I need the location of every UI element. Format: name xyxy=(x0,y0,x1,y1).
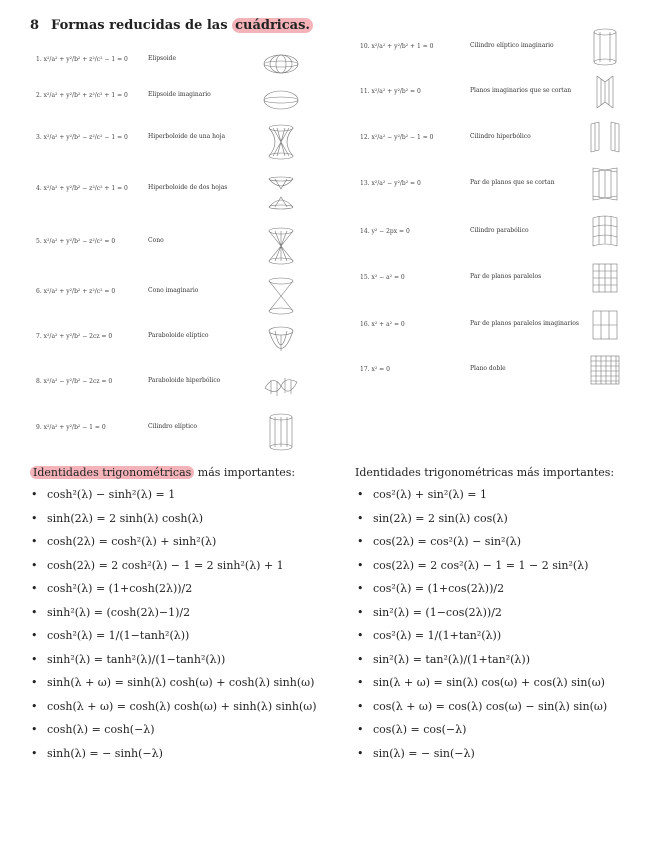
quadric-equation: 12. x²/a² − y²/b² − 1 = 0 xyxy=(360,134,434,141)
quadric-name: Par de planos paralelos xyxy=(470,273,542,280)
identity-item: • cos(λ) = cos(−λ) xyxy=(357,723,607,747)
quadric-item xyxy=(360,220,656,250)
circular-identities-list xyxy=(357,488,607,770)
quadric-name: Hiperboloide de una hoja xyxy=(148,133,226,140)
quadric-equation: 11. x²/a² + y²/b² = 0 xyxy=(360,88,421,95)
quadric-item xyxy=(36,177,336,207)
section-title-highlight: cuádricas. xyxy=(232,18,313,33)
elliptic-cylinder-icon xyxy=(261,412,301,452)
quadric-equation: 2. x²/a² + y²/b² + z²/c² + 1 = 0 xyxy=(36,92,128,99)
identity-item: • sinh(λ) = − sinh(−λ) xyxy=(31,747,317,771)
identity-item: • cos(2λ) = 2 cos²(λ) − 1 = 1 − 2 sin²(λ) xyxy=(357,559,607,583)
section-title xyxy=(30,18,313,33)
parabolic-cylinder-icon xyxy=(585,212,625,252)
quadric-item xyxy=(360,266,656,296)
identity-item: • cos(2λ) = cos²(λ) − sin²(λ) xyxy=(357,535,607,559)
identity-item: • sinh²(λ) = tanh²(λ)/(1−tanh²(λ)) xyxy=(31,653,317,677)
hyperbolic-cylinder-icon xyxy=(585,118,625,158)
hyperboloid-two-sheets-icon xyxy=(261,173,301,213)
identity-item: • cosh(2λ) = 2 cosh²(λ) − 1 = 2 sinh²(λ) + 1 xyxy=(31,559,317,583)
quadric-equation: 14. y² − 2px = 0 xyxy=(360,228,410,235)
quadric-equation: 5. x²/a² + y²/b² − z²/c² = 0 xyxy=(36,238,116,245)
hyperbolic-identities-list xyxy=(31,488,317,770)
hyperboloid-one-sheet-icon xyxy=(261,122,301,162)
identity-item: • cosh(λ + ω) = cosh(λ) cosh(ω) + sinh(λ) sinh(ω) xyxy=(31,700,317,724)
quadric-equation: 16. x² + a² = 0 xyxy=(360,321,405,328)
imaginary-cylinder-icon xyxy=(585,27,625,67)
identity-item: • sinh(λ + ω) = sinh(λ) cosh(ω) + cosh(λ) sinh(ω) xyxy=(31,676,317,700)
quadric-name: Cilindro elíptico imaginario xyxy=(470,42,554,49)
quadric-item xyxy=(36,84,336,114)
identity-item: • cosh(λ) = cosh(−λ) xyxy=(31,723,317,747)
quadric-name: Planos imaginarios que se cortan xyxy=(470,87,572,94)
cone-icon xyxy=(261,226,301,266)
elliptic-paraboloid-icon xyxy=(261,321,301,361)
quadric-name: Cono imaginario xyxy=(148,287,199,294)
quadric-equation: 8. x²/a² − y²/b² − 2cz = 0 xyxy=(36,378,113,385)
quadric-name: Paraboloide elíptico xyxy=(148,332,209,339)
quadric-item xyxy=(36,126,336,156)
quadric-equation: 7. x²/a² + y²/b² − 2cz = 0 xyxy=(36,333,113,340)
quadric-item xyxy=(360,126,656,156)
quadric-name: Elipsoide xyxy=(148,55,177,62)
heading-highlight: Identidades trigonométricas xyxy=(30,466,194,479)
identity-item: • cos²(λ) = 1/(1+tan²(λ)) xyxy=(357,629,607,653)
identity-item: • sin²(λ) = (1−cos(2λ))/2 xyxy=(357,606,607,630)
quadric-equation: 6. x²/a² + y²/b² + z²/c² = 0 xyxy=(36,288,116,295)
identity-item: • sin(λ + ω) = sin(λ) cos(ω) + cos(λ) sin(ω) xyxy=(357,676,607,700)
intersecting-planes-icon xyxy=(585,164,625,204)
identity-item: • cosh²(λ) = 1/(1−tanh²(λ)) xyxy=(31,629,317,653)
quadric-name: Par de planos paralelos imaginarios xyxy=(470,320,579,327)
quadric-item xyxy=(360,358,656,388)
identity-item: • cosh(2λ) = cosh²(λ) + sinh²(λ) xyxy=(31,535,317,559)
quadric-name: Cilindro hiperbólico xyxy=(470,133,531,140)
quadric-item xyxy=(36,230,336,260)
quadric-equation: 4. x²/a² + y²/b² − z²/c² + 1 = 0 xyxy=(36,185,128,192)
identity-item: • cos(λ + ω) = cos(λ) cos(ω) − sin(λ) sin(ω) xyxy=(357,700,607,724)
identity-item: • cos²(λ) + sin²(λ) = 1 xyxy=(357,488,607,512)
ellipsoid-icon xyxy=(261,44,301,84)
imaginary-ellipsoid-icon xyxy=(261,80,301,120)
quadric-name: Cilindro parabólico xyxy=(470,227,529,234)
quadric-equation: 13. x²/a² − y²/b² = 0 xyxy=(360,180,421,187)
imaginary-parallel-planes-icon xyxy=(585,305,625,345)
identity-item: • sin(2λ) = 2 sin(λ) cos(λ) xyxy=(357,512,607,536)
quadric-name: Paraboloide hiperbólico xyxy=(148,377,221,384)
identity-item: • sin(λ) = − sin(−λ) xyxy=(357,747,607,771)
quadric-equation: 9. x²/a² + y²/b² − 1 = 0 xyxy=(36,424,106,431)
quadric-equation: 1. x²/a² + y²/b² + z²/c² − 1 = 0 xyxy=(36,56,128,63)
quadric-item xyxy=(360,313,656,343)
quadric-item xyxy=(36,280,336,310)
identity-item: • cos²(λ) = (1+cos(2λ))/2 xyxy=(357,582,607,606)
circular-identities-heading: Identidades trigonométricas más importantes: xyxy=(355,466,615,479)
quadric-item xyxy=(36,416,336,446)
section-number: 8 xyxy=(30,18,40,33)
quadric-name: Par de planos que se cortan xyxy=(470,179,555,186)
quadric-item xyxy=(36,48,336,78)
identity-item: • sinh²(λ) = (cosh(2λ)−1)/2 xyxy=(31,606,317,630)
quadric-name: Plano doble xyxy=(470,365,506,372)
identity-item: • cosh²(λ) − sinh²(λ) = 1 xyxy=(31,488,317,512)
parallel-planes-icon xyxy=(585,258,625,298)
identity-item: • sin²(λ) = tan²(λ)/(1+tan²(λ)) xyxy=(357,653,607,677)
quadric-equation: 3. x²/a² + y²/b² − z²/c² − 1 = 0 xyxy=(36,134,128,141)
quadric-name: Cilindro elíptico xyxy=(148,423,197,430)
imaginary-cone-icon xyxy=(261,276,301,316)
heading-rest: más importantes: xyxy=(194,466,296,479)
hyperbolic-identities-heading xyxy=(30,466,295,479)
quadric-item xyxy=(360,35,656,65)
quadric-name: Elipsoide imaginario xyxy=(148,91,211,98)
quadric-equation: 17. x² = 0 xyxy=(360,366,390,373)
section-title-text: Formas reducidas de las xyxy=(51,18,233,33)
quadric-equation: 10. x²/a² + y²/b² + 1 = 0 xyxy=(360,43,434,50)
quadric-item xyxy=(36,325,336,355)
quadric-equation: 15. x² − a² = 0 xyxy=(360,274,405,281)
double-plane-icon xyxy=(585,350,625,390)
quadric-name: Hiperboloide de dos hojas xyxy=(148,184,228,191)
identity-item: • cosh²(λ) = (1+cosh(2λ))/2 xyxy=(31,582,317,606)
identity-item: • sinh(2λ) = 2 sinh(λ) cosh(λ) xyxy=(31,512,317,536)
quadric-item xyxy=(360,172,656,202)
quadric-item xyxy=(360,80,656,110)
hyperbolic-paraboloid-icon xyxy=(261,366,301,406)
quadric-item xyxy=(36,370,336,400)
imaginary-planes-icon xyxy=(585,72,625,112)
quadric-name: Cono xyxy=(148,237,164,244)
